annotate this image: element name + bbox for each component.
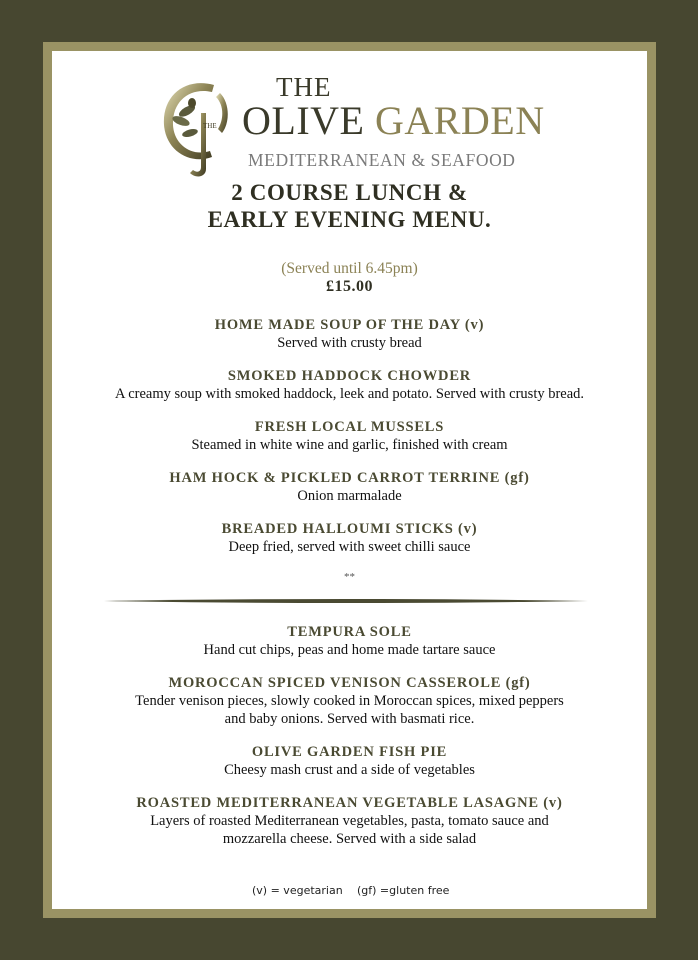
- logo-small-the: THE: [203, 122, 217, 130]
- dish-description-line2: and baby onions. Served with basmati rice.: [224, 711, 475, 727]
- starter-item: [52, 469, 647, 505]
- menu-title: [52, 179, 647, 233]
- brand-name-garden: GARDEN: [374, 98, 545, 143]
- dish-description-line1: Tender venison pieces, slowly cooked in Moroccan spices, mixed peppers: [135, 693, 564, 709]
- olive-garden-logo-icon: [156, 73, 240, 179]
- divider-line: [104, 597, 588, 605]
- dish-description: Deep fried, served with sweet chilli sauce: [228, 539, 471, 555]
- dish-name: MOROCCAN SPICED VENISON CASSEROLE (gf): [168, 675, 531, 691]
- dish-description: Steamed in white wine and garlic, finished with cream: [191, 437, 508, 453]
- menu-page: [52, 51, 647, 909]
- dish-name: OLIVE GARDEN FISH PIE: [251, 744, 448, 760]
- brand-name: [242, 97, 545, 144]
- dish-description: Served with crusty bread: [277, 335, 422, 351]
- dish-name: SMOKED HADDOCK CHOWDER: [227, 368, 472, 384]
- dish-name: TEMPURA SOLE: [287, 624, 412, 640]
- legend-vegetarian: (v) = vegetarian: [252, 884, 343, 897]
- dish-description: A creamy soup with smoked haddock, leek and potato. Served with crusty bread.: [114, 386, 585, 402]
- dish-description-line2: mozzarella cheese. Served with a side salad: [222, 831, 477, 847]
- main-item: [52, 674, 647, 728]
- brand-tagline: MEDITERRANEAN & SEAFOOD: [248, 150, 516, 170]
- dish-name: BREADED HALLOUMI STICKS (v): [221, 521, 478, 537]
- course-separator-stars: **: [344, 571, 355, 583]
- main-item: [52, 623, 647, 659]
- dish-name: HOME MADE SOUP OF THE DAY (v): [214, 317, 485, 333]
- brand-the: THE: [276, 72, 332, 102]
- starter-item: [52, 418, 647, 454]
- menu-title-line2: EARLY EVENING MENU.: [207, 207, 492, 232]
- dish-description: Hand cut chips, peas and home made tartare sauce: [203, 642, 496, 658]
- starter-item: [52, 316, 647, 352]
- menu-title-line1: 2 COURSE LUNCH &: [231, 180, 468, 205]
- main-item: [52, 743, 647, 779]
- starter-item: [52, 367, 647, 403]
- legend-gluten-free: (gf) =gluten free: [357, 884, 450, 897]
- starter-item: [52, 520, 647, 556]
- menu-price: £15.00: [326, 278, 373, 295]
- dish-name: FRESH LOCAL MUSSELS: [254, 419, 445, 435]
- dish-description: Cheesy mash crust and a side of vegetables: [224, 762, 475, 778]
- dish-description-line1: Layers of roasted Mediterranean vegetables, pasta, tomato sauce and: [150, 813, 549, 829]
- dish-name: ROASTED MEDITERRANEAN VEGETABLE LASAGNE (v): [136, 795, 563, 811]
- main-item: [52, 794, 647, 848]
- served-until: (Served until 6.45pm): [281, 260, 418, 277]
- dish-description: Onion marmalade: [297, 488, 402, 504]
- dish-name: HAM HOCK & PICKLED CARROT TERRINE (gf): [169, 470, 530, 486]
- brand-name-olive: OLIVE: [242, 98, 365, 143]
